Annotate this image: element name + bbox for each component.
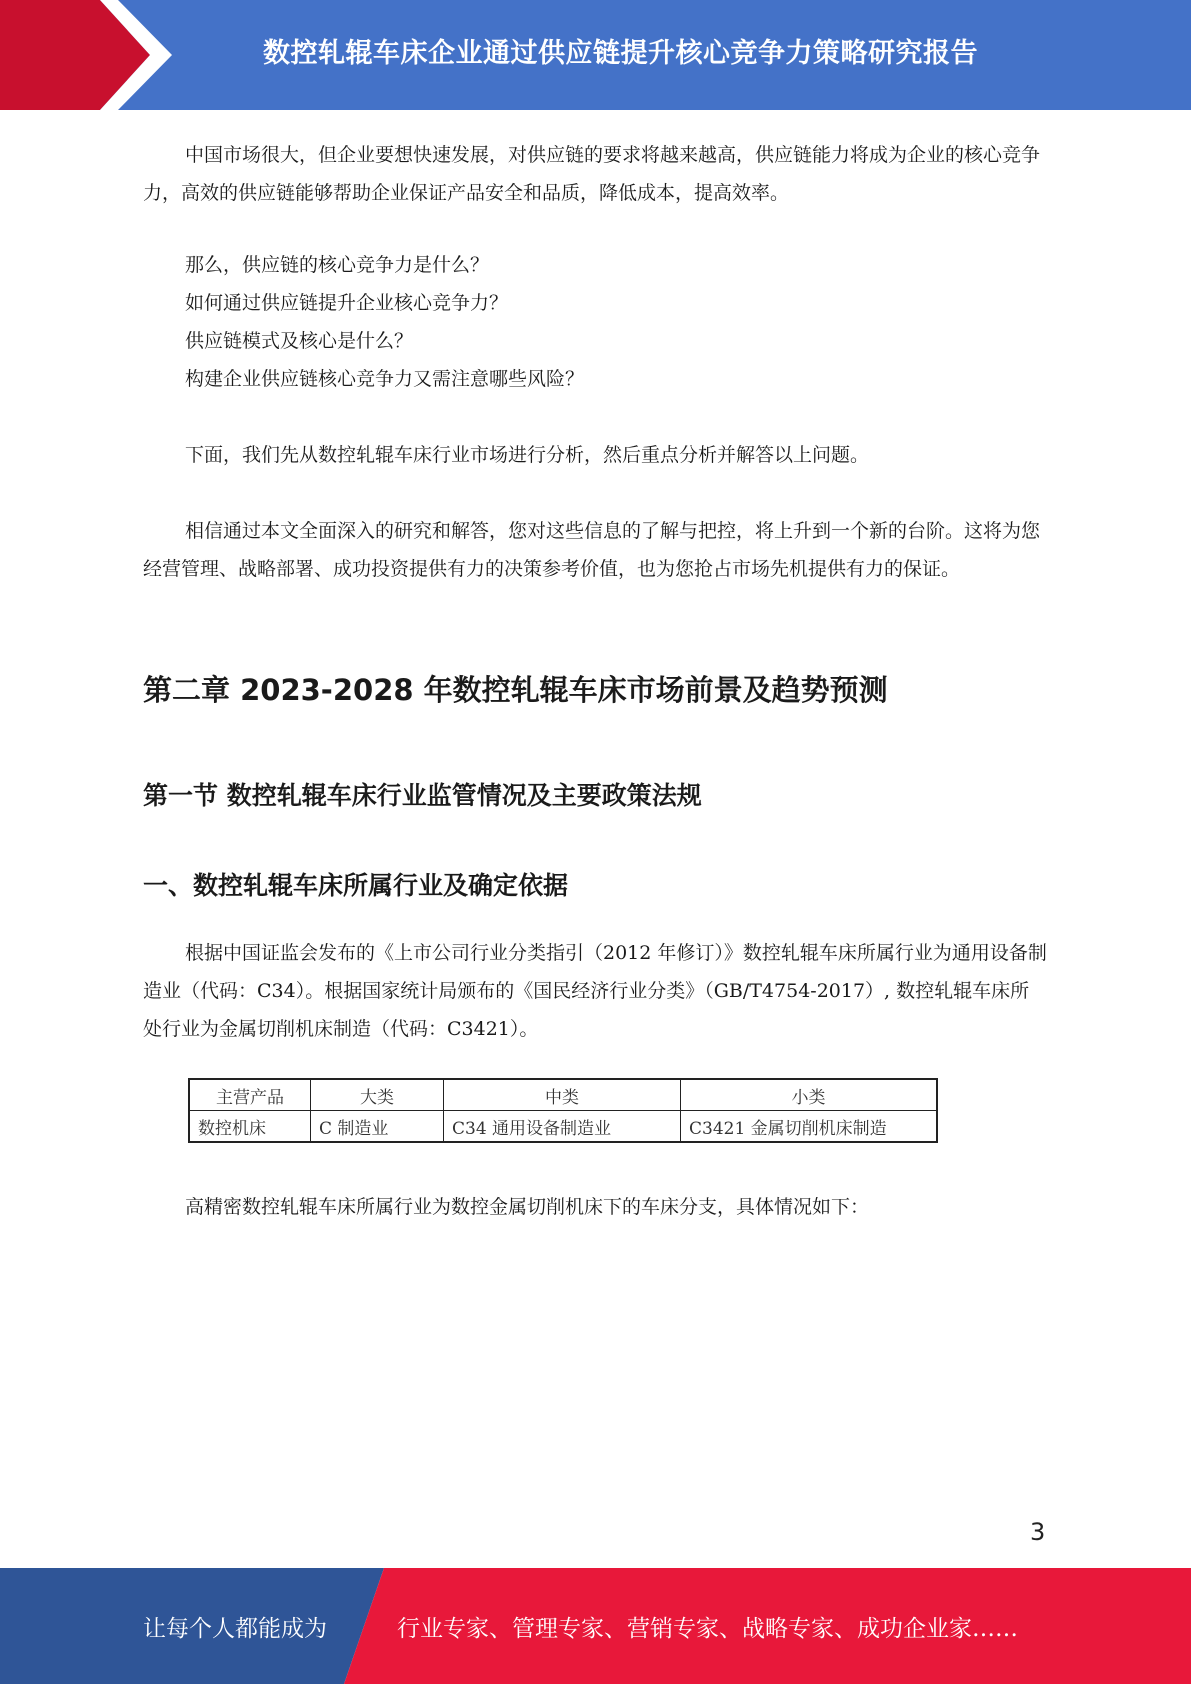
value-paragraph: 相信通过本文全面深入的研究和解答，您对这些信息的了解与把控，将上升到一个新的台阶。这将为您经营管理、战略部署、成功投资提供有力的决策参考价值，也为您抢占市场先机提供有力的保证。 (143, 520, 1041, 580)
table-cell: C34 通用设备制造业 (444, 1111, 681, 1143)
question-item: 如何通过供应链提升企业核心竞争力？ (185, 292, 509, 314)
table-header-cell: 主营产品 (189, 1079, 311, 1111)
page-number: 3 (1030, 1518, 1046, 1546)
chapter-heading: 第二章 2023-2028 年数控轧辊车床市场前景及趋势预测 (143, 673, 888, 707)
footer-slogan-right: 行业专家、管理专家、营销专家、战略专家、成功企业家…… (397, 1615, 1018, 1642)
table-header-cell: 中类 (444, 1079, 681, 1111)
industry-classification-table (188, 1078, 938, 1143)
question-item: 供应链模式及核心是什么？ (185, 330, 414, 352)
classification-paragraph: 根据中国证监会发布的《上市公司行业分类指引（2012 年修订）》数控轧辊车床所属行业为通用设备制造业（代码：C34）。根据国家统计局颁布的《国民经济行业分类》（GB/T4754-2017）, 数控轧辊车床所处行业为金属切削机床制造（代码：C3421）。 (143, 942, 1047, 1040)
analysis-paragraph: 下面，我们先从数控轧辊车床行业市场进行分析，然后重点分析并解答以上问题。 (185, 444, 870, 466)
table-cell: 数控机床 (189, 1111, 311, 1143)
table-header-cell: 小类 (681, 1079, 938, 1111)
section-heading: 第一节 数控轧辊车床行业监管情况及主要政策法规 (143, 781, 702, 810)
question-item: 那么，供应链的核心竞争力是什么？ (185, 254, 490, 276)
page-header (0, 0, 1191, 110)
table-header-row (189, 1079, 937, 1111)
table-row (189, 1111, 937, 1143)
question-item: 构建企业供应链核心竞争力又需注意哪些风险？ (185, 368, 585, 390)
footer-slogan-left: 让每个人都能成为 (143, 1615, 327, 1642)
table-header-cell: 大类 (311, 1079, 444, 1111)
table-cell: C 制造业 (311, 1111, 444, 1143)
lathe-branch-paragraph: 高精密数控轧辊车床所属行业为数控金属切削机床下的车床分支，具体情况如下： (185, 1196, 870, 1218)
page-footer (0, 1568, 1191, 1684)
intro-paragraph: 中国市场很大，但企业要想快速发展，对供应链的要求将越来越高，供应链能力将成为企业的核心竞争力，高效的供应链能够帮助企业保证产品安全和品质，降低成本，提高效率。 (143, 144, 1041, 204)
table-cell: C3421 金属切削机床制造 (681, 1111, 938, 1143)
report-title: 数控轧辊车床企业通过供应链提升核心竞争力策略研究报告 (263, 37, 978, 69)
subsection-heading: 一、数控轧辊车床所属行业及确定依据 (143, 871, 569, 900)
